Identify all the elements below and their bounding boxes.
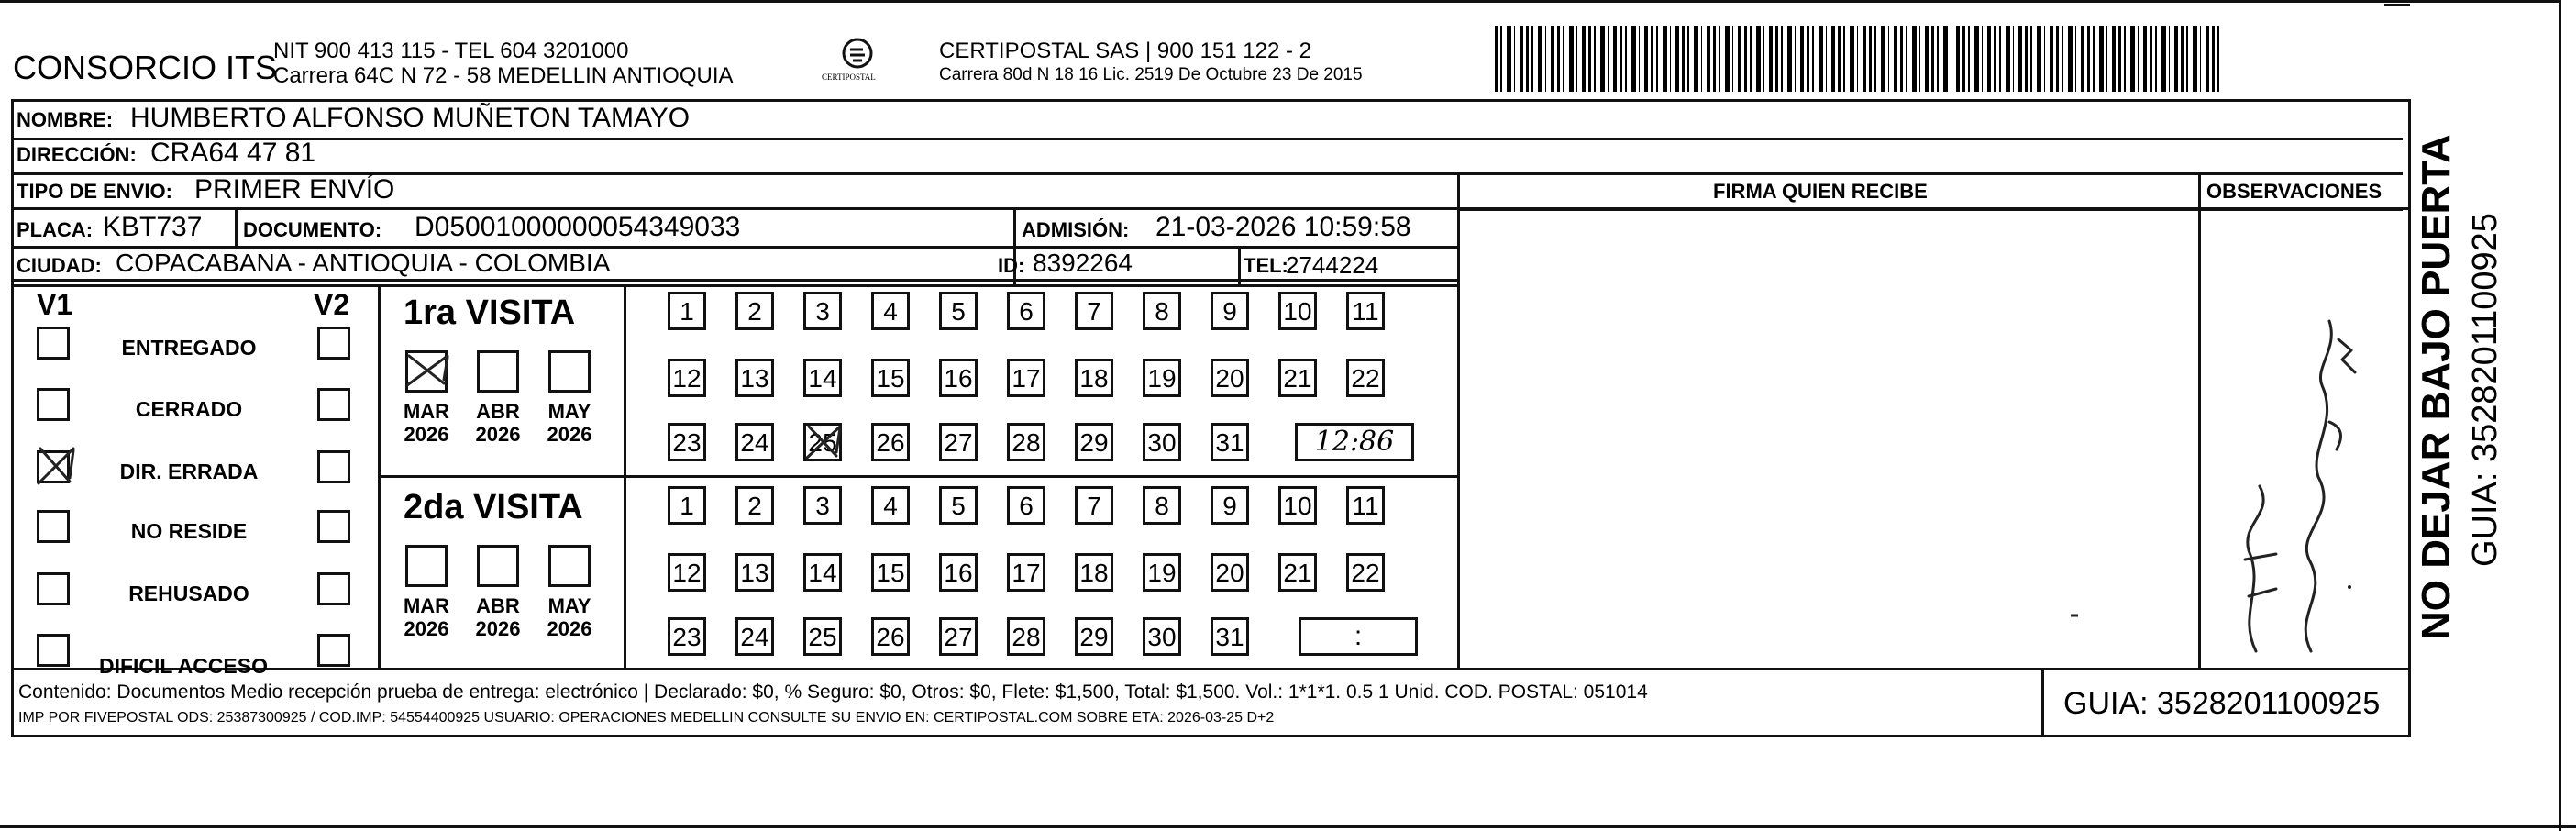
day-box[interactable]: 14 (803, 553, 842, 592)
direccion-label: DIRECCIÓN: (17, 143, 137, 166)
day-box[interactable]: 5 (939, 292, 978, 330)
day-box[interactable]: 16 (939, 553, 978, 592)
day-box[interactable]: 11 (1346, 486, 1385, 525)
day-box[interactable]: 30 (1143, 423, 1181, 461)
ciudad-value: COPACABANA - ANTIOQUIA - COLOMBIA (116, 249, 611, 277)
footer-line2: IMP POR FIVEPOSTAL ODS: 25387300925 / COD.IMP: 54554400925 USUARIO: OPERACIONES MEDELLIN CONSULTE SU ENVIO EN: CERTIPOSTAL.COM SOBRE ETA: 2026-03-25 D+2 (18, 710, 1275, 726)
day-box[interactable]: 4 (871, 292, 910, 330)
status-option-label: ENTREGADO (121, 336, 257, 360)
visit-divider (378, 475, 1457, 478)
second-visit-title: 2da VISITA (404, 488, 583, 526)
day-box[interactable]: 13 (735, 553, 774, 592)
day-box[interactable]: 27 (939, 617, 978, 656)
day-box[interactable]: 14 (803, 359, 842, 397)
firma-header: FIRMA QUIEN RECIBE (1713, 180, 1928, 203)
day-box[interactable]: 11 (1346, 292, 1385, 330)
row-line (11, 138, 2403, 140)
tipo-value: PRIMER ENVÍO (194, 174, 395, 205)
firma-dot (2071, 613, 2080, 618)
month-checkbox[interactable] (548, 545, 591, 587)
license-line: Carrera 80d N 18 16 Lic. 2519 De Octubre 23 De 2015 (939, 65, 1363, 84)
col-line (1457, 172, 1460, 668)
day-box[interactable]: 1 (668, 486, 706, 525)
day-box[interactable]: 27 (939, 423, 978, 461)
vertical-title (2416, 99, 2554, 640)
time-box[interactable]: 12:86 (1295, 423, 1414, 461)
ciudad-label: CIUDAD: (17, 254, 102, 277)
day-box[interactable]: 12 (668, 553, 706, 592)
day-box[interactable]: 4 (871, 486, 910, 525)
documento-value: D05001000000054349033 (415, 212, 741, 242)
admision-label: ADMISIÓN: (1022, 218, 1130, 241)
month-label: MAR 2026 (403, 400, 450, 447)
day-box[interactable]: 17 (1007, 359, 1045, 397)
month-checkbox[interactable] (477, 545, 519, 587)
day-box[interactable]: 20 (1211, 553, 1249, 592)
admision-value: 21-03-2026 10:59:58 (1155, 212, 1411, 242)
col-line (1238, 246, 1241, 284)
day-box[interactable]: 15 (871, 359, 910, 397)
day-box[interactable]: 13 (735, 359, 774, 397)
day-box[interactable]: 25 (803, 617, 842, 656)
tel-label: TEL: (1244, 254, 1288, 277)
day-box[interactable]: 21 (1278, 553, 1317, 592)
day-box[interactable]: 18 (1075, 359, 1113, 397)
row-line (11, 284, 1457, 287)
day-box[interactable]: 24 (735, 423, 774, 461)
direccion-value: CRA64 47 81 (150, 138, 316, 168)
status-option-label: DIFICIL ACCESO (98, 654, 268, 678)
day-box[interactable]: 25 (803, 423, 842, 461)
barcode (1495, 26, 2224, 92)
v1-label: V1 (37, 288, 73, 321)
day-box[interactable]: 17 (1007, 553, 1045, 592)
corner-mark (2384, 4, 2410, 6)
certipostal-logo (816, 37, 899, 88)
footer-line1: Contenido: Documentos Medio recepción prueba de entrega: electrónico | Declarado: $0, % Seguro: $0, Otros: $0, Flete: $1,500, Total: $1,500. Vol.: 1*1*1. 0.5 1 Unid. COD. POSTAL: 051014 (18, 681, 1648, 703)
placa-label: PLACA: (17, 218, 94, 241)
placa-value: KBT737 (103, 212, 203, 242)
logo-text: CERTIPOSTAL (822, 72, 876, 82)
day-box[interactable]: 15 (871, 553, 910, 592)
observacion-handwriting (2201, 284, 2412, 660)
day-box[interactable]: 29 (1075, 423, 1113, 461)
observaciones-header: OBSERVACIONES (2206, 180, 2383, 203)
page-right-edge (2559, 0, 2561, 831)
day-box[interactable]: 1 (668, 292, 706, 330)
time-box[interactable]: : (1299, 617, 1418, 656)
vertical-guia: GUIA: 3528201100925 (2466, 213, 2504, 567)
documento-label: DOCUMENTO: (243, 218, 382, 241)
day-box[interactable]: 6 (1007, 292, 1045, 330)
day-box[interactable]: 24 (735, 617, 774, 656)
day-box[interactable]: 5 (939, 486, 978, 525)
footer-top-line (11, 668, 2411, 670)
day-box[interactable]: 3 (803, 486, 842, 525)
day-box[interactable]: 6 (1007, 486, 1045, 525)
day-box[interactable]: 9 (1211, 486, 1249, 525)
id-value: 8392264 (1033, 249, 1133, 277)
no-dejar-bajo-puerta: NO DEJAR BAJO PUERTA (2414, 134, 2459, 640)
page-top-edge (0, 0, 2559, 3)
obs-header-line-bottom (1457, 207, 2411, 210)
day-box[interactable]: 7 (1075, 486, 1113, 525)
day-box[interactable]: 28 (1007, 617, 1045, 656)
status-option-label: DIR. ERRADA (119, 460, 259, 483)
day-box[interactable]: 30 (1143, 617, 1181, 656)
month-label: MAY 2026 (547, 594, 592, 641)
first-visit-title: 1ra VISITA (404, 294, 576, 332)
day-box[interactable]: 18 (1075, 553, 1113, 592)
month-checkbox[interactable] (477, 350, 519, 393)
day-box[interactable]: 7 (1075, 292, 1113, 330)
month-label: ABR 2026 (475, 594, 521, 641)
day-box[interactable]: 23 (668, 617, 706, 656)
month-label: MAR 2026 (403, 594, 450, 641)
company-nit: NIT 900 413 115 - TEL 604 3201000 (273, 39, 629, 63)
day-box[interactable]: 8 (1143, 486, 1181, 525)
day-box[interactable]: 10 (1278, 292, 1317, 330)
day-box[interactable]: 3 (803, 292, 842, 330)
v2-label: V2 (314, 288, 350, 321)
day-box[interactable]: 2 (735, 486, 774, 525)
day-box[interactable]: 29 (1075, 617, 1113, 656)
day-box[interactable]: 20 (1211, 359, 1249, 397)
day-box[interactable]: 22 (1346, 553, 1385, 592)
day-box[interactable]: 16 (939, 359, 978, 397)
nombre-label: NOMBRE: (17, 108, 114, 131)
day-box[interactable]: 19 (1143, 359, 1181, 397)
footer-divider (2041, 668, 2044, 737)
v2-checkbox[interactable] (317, 634, 350, 667)
day-box[interactable]: 12 (668, 359, 706, 397)
status-option-label: CERRADO (135, 397, 243, 421)
day-box[interactable]: 31 (1211, 423, 1249, 461)
day-box[interactable]: 28 (1007, 423, 1045, 461)
day-box[interactable]: 10 (1278, 486, 1317, 525)
tel-value: 2744224 (1286, 251, 1379, 279)
page-bottom-edge (0, 825, 2576, 828)
day-box[interactable]: 2 (735, 292, 774, 330)
month-checkbox[interactable] (548, 350, 591, 393)
certipostal-line: CERTIPOSTAL SAS | 900 151 122 - 2 (939, 39, 1311, 63)
tipo-label: TIPO DE ENVIO: (17, 180, 172, 203)
status-option-label: NO RESIDE (130, 519, 248, 543)
day-box[interactable]: 21 (1278, 359, 1317, 397)
company-address: Carrera 64C N 72 - 58 MEDELLIN ANTIOQUIA (273, 63, 734, 88)
company-name: CONSORCIO ITS (13, 49, 278, 86)
day-box[interactable]: 26 (871, 423, 910, 461)
day-box[interactable]: 31 (1211, 617, 1249, 656)
col-line (235, 207, 238, 246)
month-label: ABR 2026 (475, 400, 521, 447)
day-box[interactable]: 22 (1346, 359, 1385, 397)
day-box[interactable]: 19 (1143, 553, 1181, 592)
month-check-mark (404, 352, 449, 389)
v1-check-mark (35, 445, 75, 487)
id-label: ID: (998, 254, 1025, 277)
month-checkbox[interactable] (405, 545, 448, 587)
month-label: MAY 2026 (547, 400, 592, 447)
nombre-value: HUMBERTO ALFONSO MUÑETON TAMAYO (130, 103, 691, 133)
day-box[interactable]: 23 (668, 423, 706, 461)
day-box[interactable]: 8 (1143, 292, 1181, 330)
day-cross-mark (803, 423, 842, 461)
footer-guia: GUIA: 3528201100925 (2063, 686, 2381, 721)
day-box[interactable]: 26 (871, 617, 910, 656)
status-option-label: REHUSADO (128, 582, 249, 605)
day-box[interactable]: 9 (1211, 292, 1249, 330)
